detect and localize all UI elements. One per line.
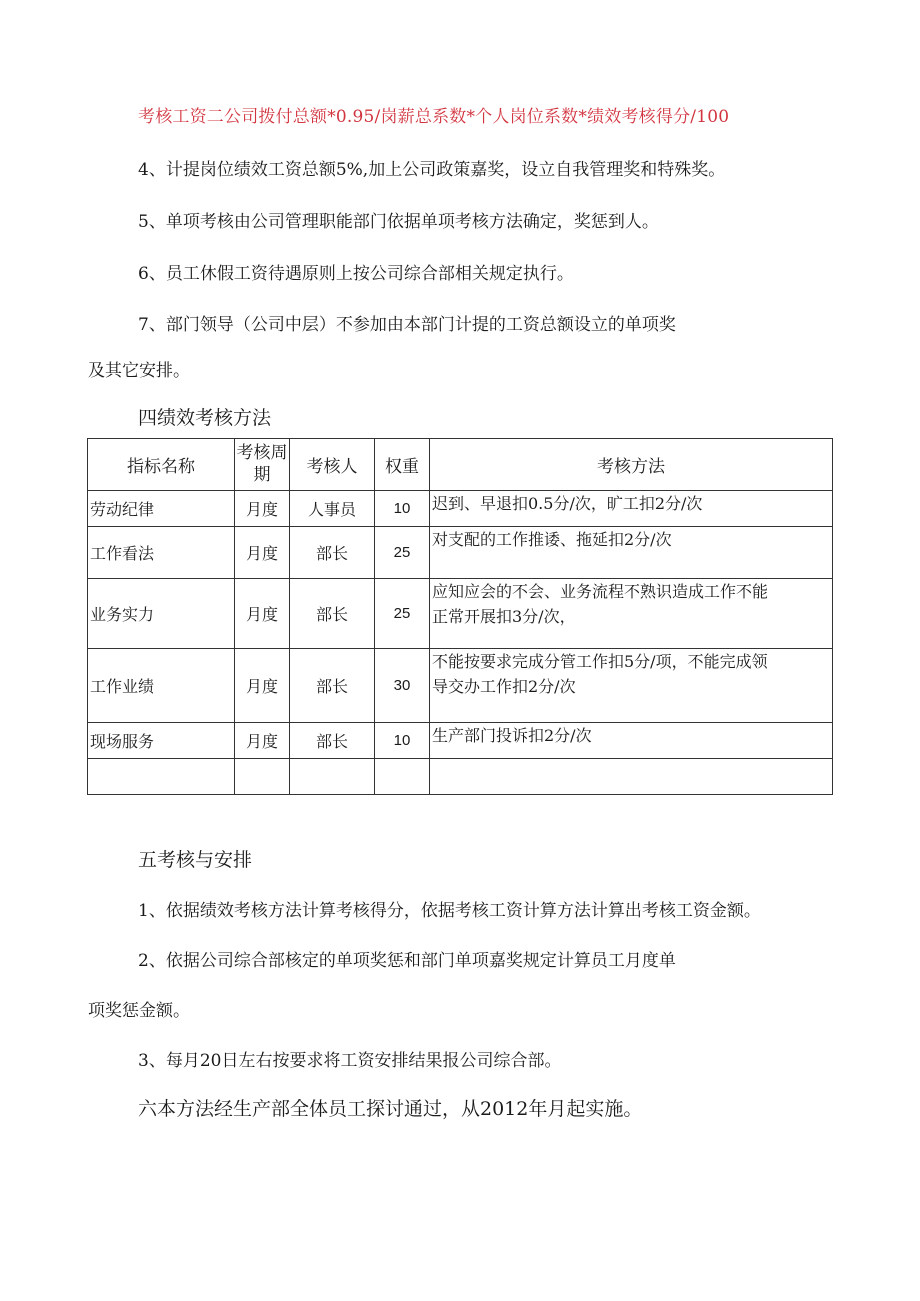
cell-assessor: 部长 — [290, 527, 375, 579]
cell-method: 不能按要求完成分管工作扣5分/项，不能完成领 导交办工作扣2分/次 — [430, 649, 833, 723]
cell-assessor: 部长 — [290, 723, 375, 759]
cell-weight: 25 — [375, 579, 430, 649]
item-5-2-continued: 项奖惩金额。 — [88, 1001, 190, 1021]
cell-method: 迟到、早退扣0.5分/次，旷工扣2分/次 — [430, 491, 833, 527]
cell-method: 生产部门投诉扣2分/次 — [430, 723, 833, 759]
cell-period: 月度 — [235, 649, 290, 723]
table-header-row — [88, 439, 833, 491]
section-5-title: 五考核与安排 — [138, 849, 253, 871]
header-indicator: 指标名称 — [88, 439, 235, 491]
cell-period: 月度 — [235, 527, 290, 579]
table-row — [88, 579, 833, 649]
cell-weight: 10 — [375, 491, 430, 527]
cell-name: 工作业绩 — [88, 649, 235, 723]
table-row — [88, 527, 833, 579]
cell-name: 现场服务 — [88, 723, 235, 759]
cell-empty — [375, 759, 430, 795]
salary-formula: 考核工资二公司拨付总额*0.95/岗薪总系数*个人岗位系数*绩效考核得分/100 — [138, 107, 730, 127]
cell-weight: 25 — [375, 527, 430, 579]
table-row — [88, 723, 833, 759]
cell-period: 月度 — [235, 491, 290, 527]
assessment-table — [87, 438, 833, 795]
section-6: 六本方法经生产部全体员工探讨通过，从2012年月起实施。 — [138, 1098, 643, 1120]
item-5-1: 1、依据绩效考核方法计算考核得分，依据考核工资计算方法计算出考核工资金额。 — [138, 901, 761, 921]
item-6: 6、员工休假工资待遇原则上按公司综合部相关规定执行。 — [138, 264, 574, 284]
cell-weight: 30 — [375, 649, 430, 723]
cell-method: 对支配的工作推诿、拖延扣2分/次 — [430, 527, 833, 579]
header-method: 考核方法 — [430, 439, 833, 491]
cell-assessor: 人事员 — [290, 491, 375, 527]
item-5: 5、单项考核由公司管理职能部门依据单项考核方法确定，奖惩到人。 — [138, 212, 659, 232]
header-period: 考核周期 — [235, 439, 290, 491]
table-row — [88, 649, 833, 723]
cell-weight: 10 — [375, 723, 430, 759]
item-4: 4、计提岗位绩效工资总额5%,加上公司政策嘉奖，设立自我管理奖和特殊奖。 — [138, 160, 726, 180]
section-4-title: 四绩效考核方法 — [138, 407, 272, 429]
cell-name: 劳动纪律 — [88, 491, 235, 527]
cell-empty — [88, 759, 235, 795]
cell-name: 工作看法 — [88, 527, 235, 579]
cell-method: 应知应会的不会、业务流程不熟识造成工作不能 正常开展扣3分/次， — [430, 579, 833, 649]
table-row-empty — [88, 759, 833, 795]
cell-assessor: 部长 — [290, 649, 375, 723]
table-row — [88, 491, 833, 527]
cell-period: 月度 — [235, 723, 290, 759]
cell-empty — [290, 759, 375, 795]
cell-assessor: 部长 — [290, 579, 375, 649]
item-7: 7、部门领导（公司中层）不参加由本部门计提的工资总额设立的单项奖 — [138, 315, 676, 335]
cell-empty — [235, 759, 290, 795]
cell-name: 业务实力 — [88, 579, 235, 649]
header-weight: 权重 — [375, 439, 430, 491]
item-5-3: 3、每月20日左右按要求将工资安排结果报公司综合部。 — [138, 1051, 562, 1071]
cell-empty — [430, 759, 833, 795]
item-7-continued: 及其它安排。 — [88, 361, 190, 381]
header-assessor: 考核人 — [290, 439, 375, 491]
item-5-2: 2、依据公司综合部核定的单项奖惩和部门单项嘉奖规定计算员工月度单 — [138, 951, 676, 971]
cell-period: 月度 — [235, 579, 290, 649]
